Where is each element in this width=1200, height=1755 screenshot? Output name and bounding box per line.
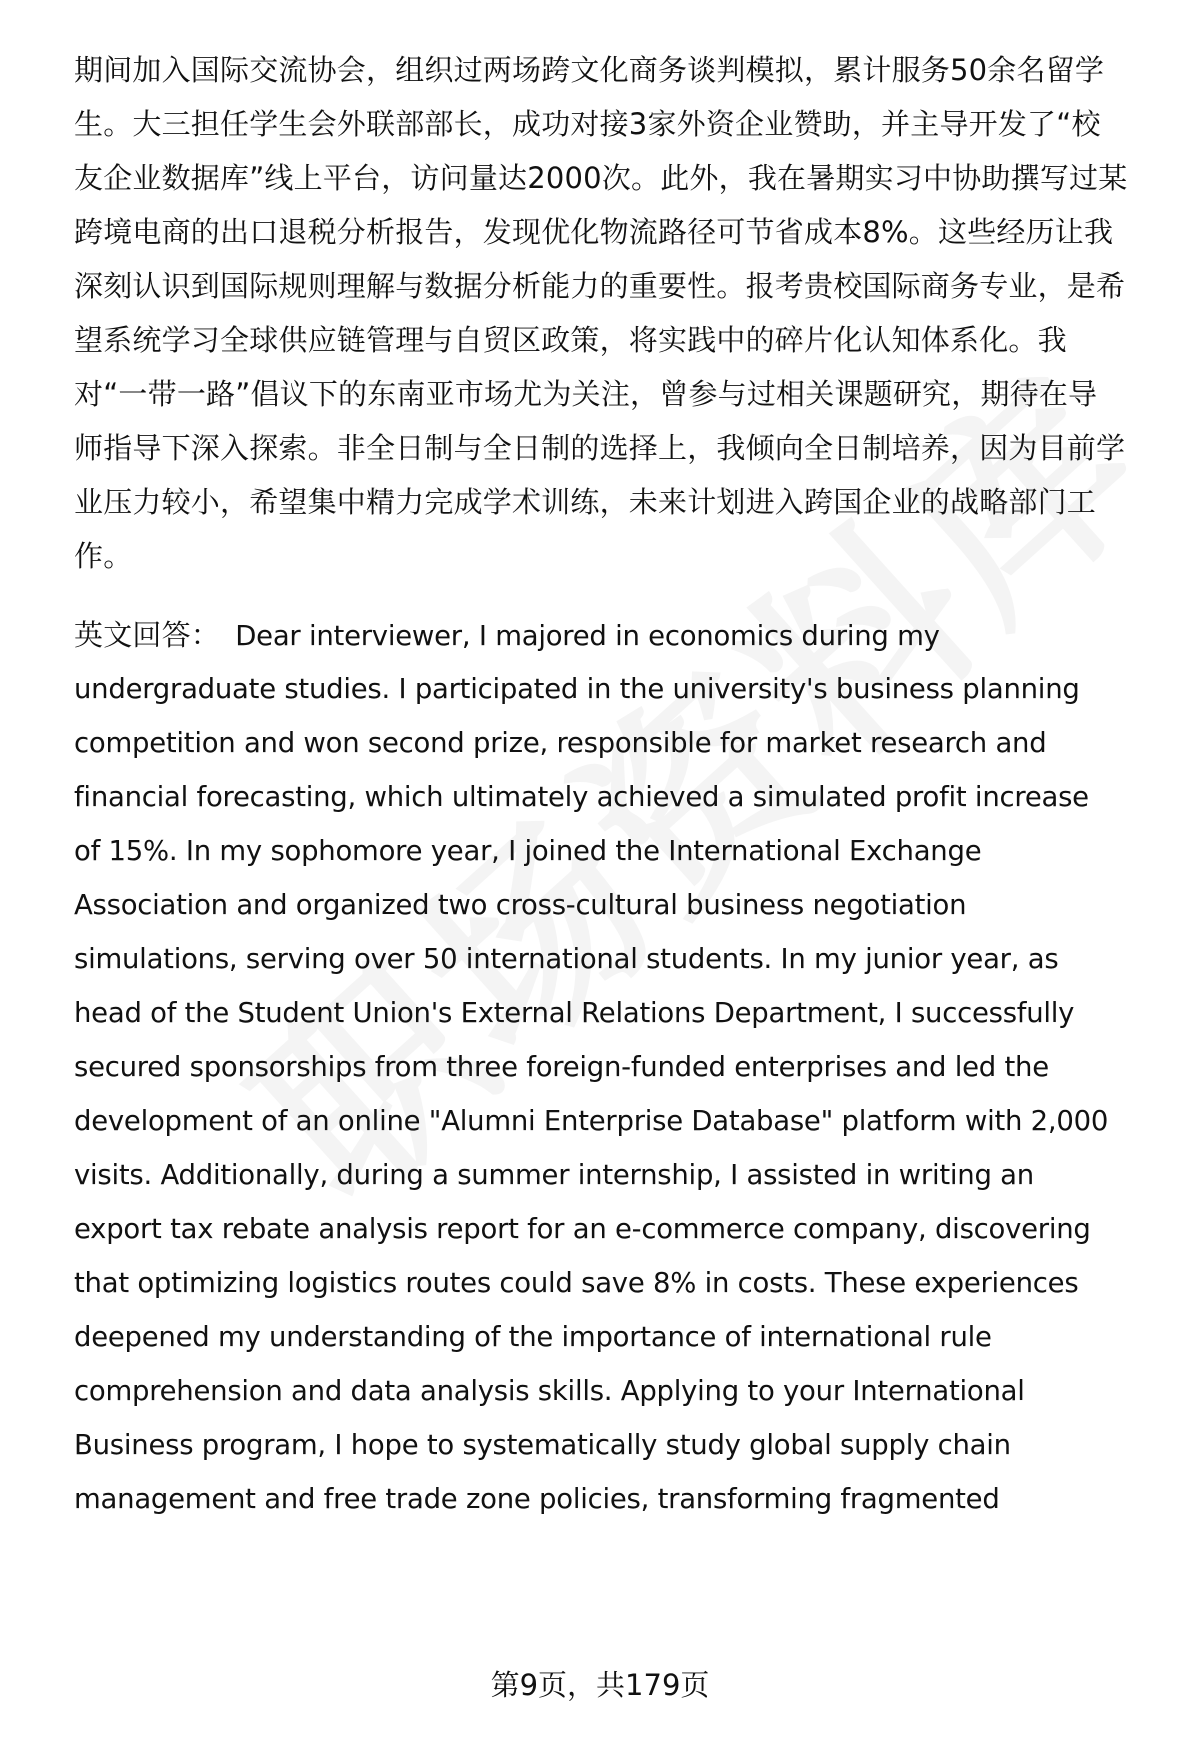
chinese-text-line-7: 对“一带一路”倡议下的东南亚市场尤为关注，曾参与过相关课题研究，期待在导 — [74, 377, 1098, 411]
english-answer-first-line — [74, 615, 940, 655]
english-text-line-12: export tax rebate analysis report for an e-commerce company, discovering — [74, 1213, 1091, 1245]
english-text-line-8: head of the Student Union's External Relations Department, I successfully — [74, 997, 1075, 1029]
english-text-line-9: secured sponsorships from three foreign-funded enterprises and led the — [74, 1051, 1049, 1083]
english-answer-label: 英文回答： — [74, 618, 221, 652]
chinese-text-line-6: 望系统学习全球供应链管理与自贸区政策，将实践中的碎片化认知体系化。我 — [74, 323, 1067, 357]
page-footer: 第9页，共179页 — [490, 1668, 710, 1702]
english-text-line-6: Association and organized two cross-cultural business negotiation — [74, 889, 967, 921]
english-text-line-13: that optimizing logistics routes could save 8% in costs. These experiences — [74, 1267, 1079, 1299]
english-text-line-15: comprehension and data analysis skills. Applying to your International — [74, 1375, 1025, 1407]
english-text-line-16: Business program, I hope to systematically study global supply chain — [74, 1429, 1011, 1461]
english-text-line-2: undergraduate studies. I participated in the university's business planning — [74, 673, 1080, 705]
chinese-text-line-8: 师指导下深入探索。非全日制与全日制的选择上，我倾向全日制培养，因为目前学 — [74, 431, 1126, 465]
chinese-text-line-5: 深刻认识到国际规则理解与数据分析能力的重要性。报考贵校国际商务专业，是希 — [74, 269, 1126, 303]
english-text-line-10: development of an online "Alumni Enterprise Database" platform with 2,000 — [74, 1105, 1109, 1137]
english-text-line-4: financial forecasting, which ultimately achieved a simulated profit increase — [74, 781, 1089, 813]
english-text-line-14: deepened my understanding of the importance of international rule — [74, 1321, 992, 1353]
english-text-line-11: visits. Additionally, during a summer internship, I assisted in writing an — [74, 1159, 1034, 1191]
chinese-text-line-1: 期间加入国际交流协会，组织过两场跨文化商务谈判模拟，累计服务50余名留学 — [74, 53, 1105, 87]
english-text-line-1: Dear interviewer, I majored in economics during my — [235, 620, 940, 652]
english-text-line-5: of 15%. In my sophomore year, I joined the International Exchange — [74, 835, 982, 867]
chinese-text-line-9: 业压力较小，希望集中精力完成学术训练，未来计划进入跨国企业的战略部门工 — [74, 485, 1097, 519]
chinese-text-line-3: 友企业数据库”线上平台，访问量达2000次。此外，我在暑期实习中协助撰写过某 — [74, 161, 1128, 195]
english-text-line-17: management and free trade zone policies, transforming fragmented — [74, 1483, 1000, 1515]
chinese-text-line-10: 作。 — [74, 539, 133, 573]
english-text-line-7: simulations, serving over 50 international students. In my junior year, as — [74, 943, 1059, 975]
chinese-text-line-4: 跨境电商的出口退税分析报告，发现优化物流路径可节省成本8%。这些经历让我 — [74, 215, 1114, 249]
english-text-line-3: competition and won second prize, responsible for market research and — [74, 727, 1047, 759]
chinese-text-line-2: 生。大三担任学生会外联部部长，成功对接3家外资企业赞助，并主导开发了“校 — [74, 107, 1101, 141]
